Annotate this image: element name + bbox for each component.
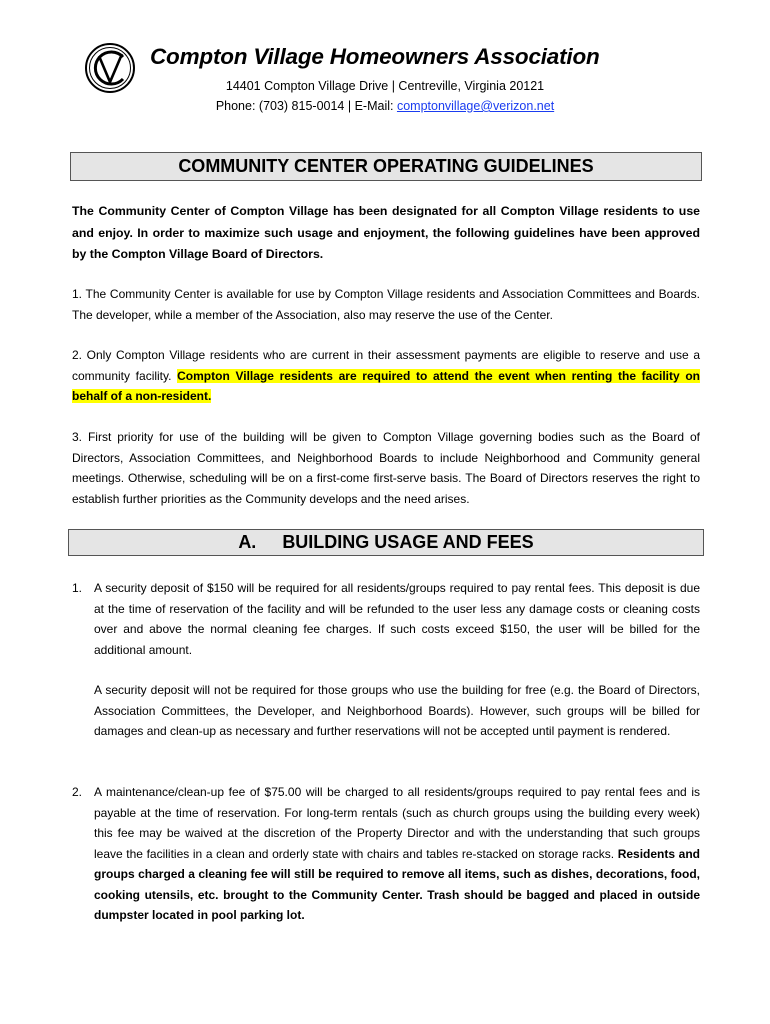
section-a-title xyxy=(68,529,704,556)
guideline-2-text: 2. Only Compton Village residents who are current in their assessment payments are eligible to reserve and use a community facility. xyxy=(72,348,700,383)
list-item-1-continued xyxy=(72,680,700,742)
list-item-2 xyxy=(72,782,700,926)
section-a-heading: BUILDING USAGE AND FEES xyxy=(282,532,534,552)
document-title: COMMUNITY CENTER OPERATING GUIDELINES xyxy=(70,152,702,181)
list-item-2-bold: Residents and groups charged a cleaning fee will still be required to remove all items, such as dishes, decorations, food, cooking utensils, etc. brought to the Community Center. Trash should be bagged and placed in outside dumpster located in pool parking lot. xyxy=(94,846,700,922)
org-name: Compton Village Homeowners Association xyxy=(150,44,600,69)
list-item-2-plain: A maintenance/clean-up fee of $75.00 will be charged to all residents/groups required to pay rental fees and is payable at the time of reservation. For long-term rentals (such as church groups using the building every week) this fee may be waived at the discretion of the Property Director and with the understanding that such groups leave the facilities in a clean and orderly state with chairs and tables re-stacked on storage racks. xyxy=(94,785,700,861)
org-contact xyxy=(140,99,630,113)
guideline-3: 3. First priority for use of the building will be given to Compton Village governing bodies such as the Board of Directors, Association Committees, and Neighborhood Boards to include Neighborhood and Community general meetings. Otherwise, scheduling will be on a first-come first-serve basis. The Board of Directors reserves the right to establish further priorities as the Community develops and the need arises. xyxy=(72,430,700,506)
guideline-1: 1. The Community Center is available for use by Compton Village residents and Association Committees and Boards. The developer, while a member of the Association, also may reserve the use of the Center. xyxy=(72,287,700,322)
section-a-letter: A. xyxy=(238,532,257,552)
list-number: 2. xyxy=(72,785,83,799)
cv-monogram-logo xyxy=(82,40,146,96)
intro-paragraph: The Community Center of Compton Village has been designated for all Compton Village residents to use and enjoy. In order to maximize such usage and enjoyment, the following guidelines have been approved by the Compton Village Board of Directors. xyxy=(72,204,700,261)
list-item-1-text: A security deposit of $150 will be required for all residents/groups required to pay rental fees. This deposit is due at the time of reservation of the facility and will be refunded to the user less any damage costs or cleaning costs over and above the normal cleaning fee charges. If such costs exceed $150, the user will be billed for the additional amount. xyxy=(94,581,700,657)
guideline-2 xyxy=(72,345,700,407)
phone-text: Phone: (703) 815-0014 | E-Mail: xyxy=(215,99,397,113)
list-item-1-text-2: A security deposit will not be required for those groups who use the building for free (e.g. the Board of Directors, Association Committees, the Developer, and Neighborhood Boards). However, such groups will be billed for damages and clean-up as necessary and further reservations will not be accepted until payment is rendered. xyxy=(94,683,700,738)
list-number: 1. xyxy=(72,581,83,595)
email-link[interactable]: comptonvillage@verizon.net xyxy=(396,99,555,113)
org-address: 14401 Compton Village Drive | Centreville, Virginia 20121 xyxy=(225,79,545,93)
list-item-1 xyxy=(72,578,700,660)
list-item-2-text xyxy=(94,782,700,926)
guideline-2-highlight: Compton Village residents are required to attend the event when renting the facility on behalf of a non-resident. xyxy=(72,368,701,403)
